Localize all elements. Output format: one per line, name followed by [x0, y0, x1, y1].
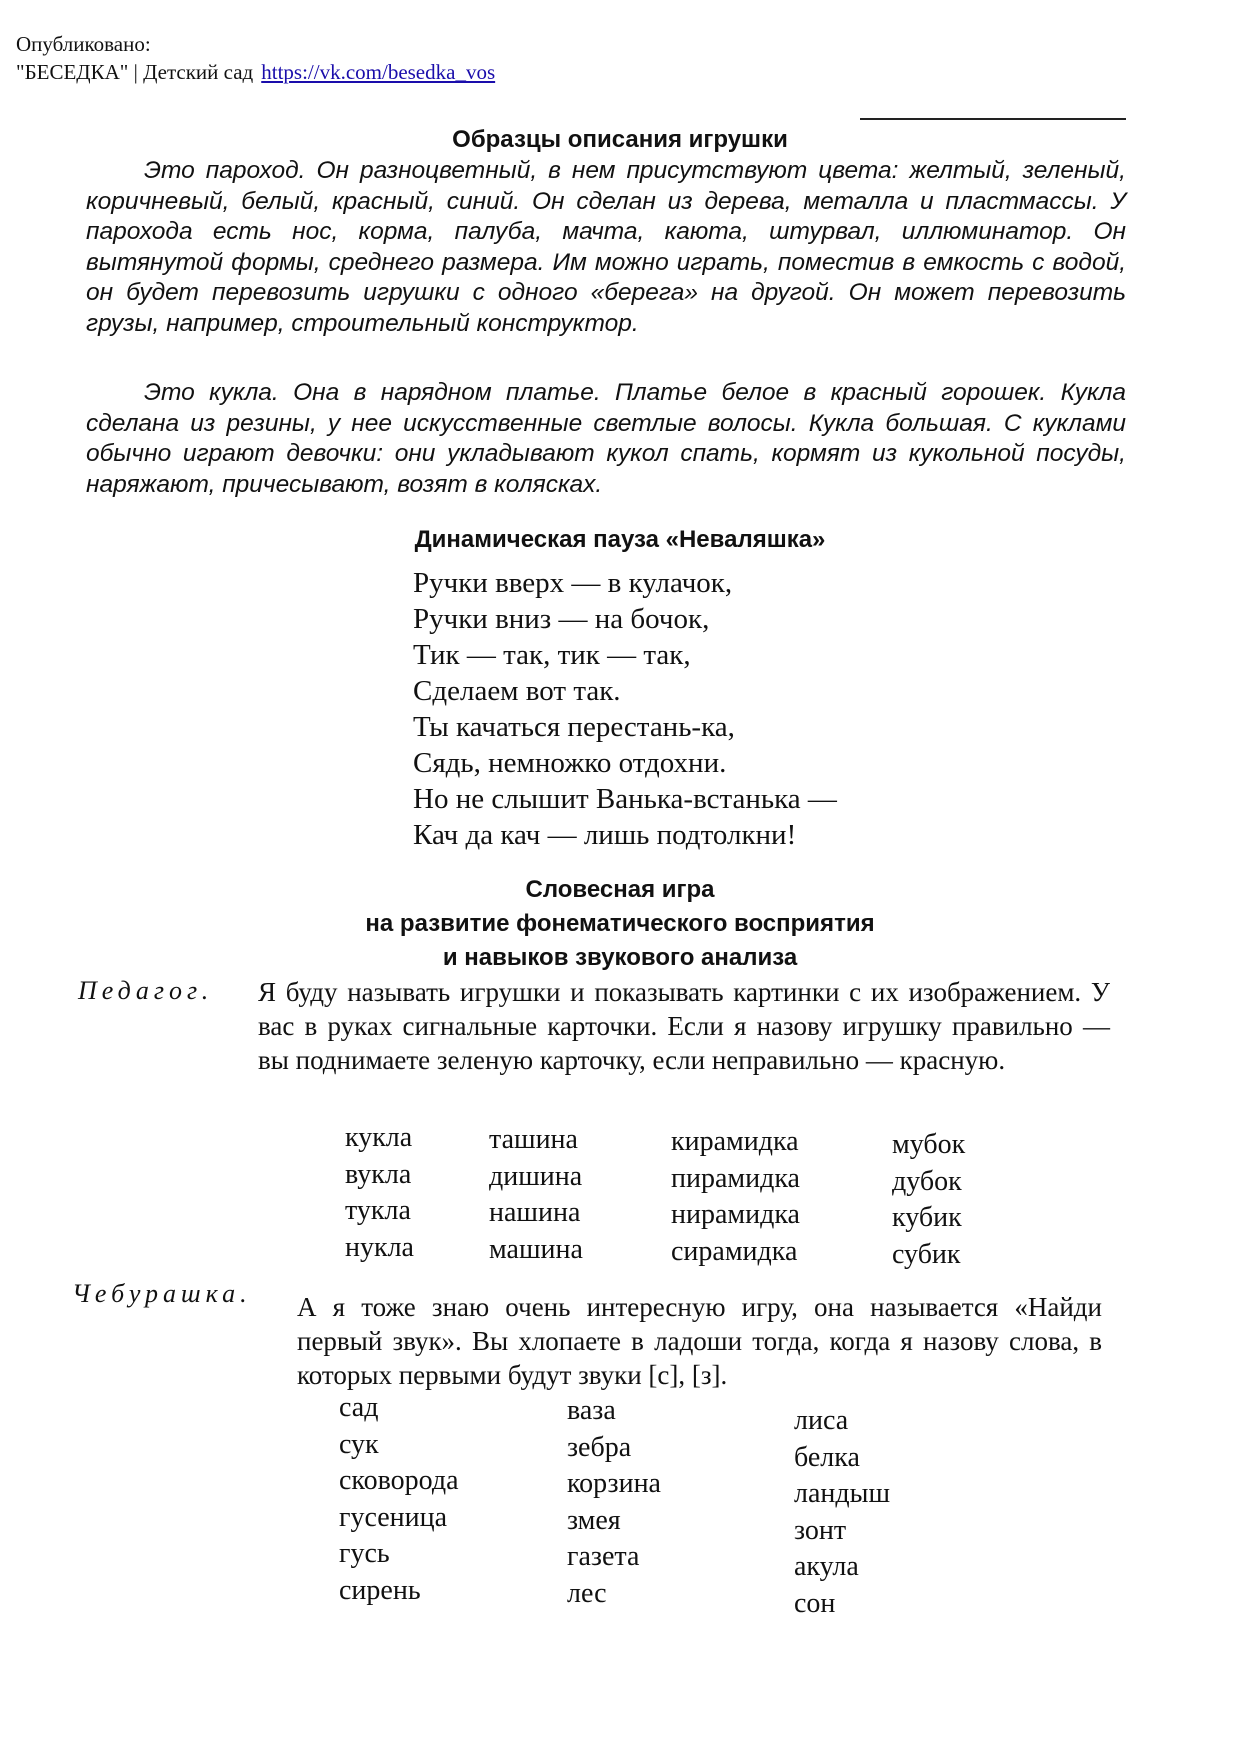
word-item: дишина	[489, 1160, 583, 1192]
section-title-word-game: Словесная игра	[525, 876, 715, 903]
word-item: мубок	[892, 1129, 966, 1160]
word-item: ландыш	[794, 1478, 891, 1509]
word-item: машина	[489, 1233, 583, 1265]
source-name: "БЕСЕДКА" | Детский сад	[16, 60, 254, 84]
word-column	[339, 1390, 459, 1609]
word-item: тукла	[345, 1195, 411, 1226]
word-item: газета	[567, 1541, 640, 1572]
word-item: сковорода	[339, 1465, 459, 1496]
word-item: нукла	[345, 1231, 414, 1263]
word-item: акула	[794, 1551, 859, 1582]
word-item: зонт	[794, 1514, 847, 1546]
teacher-speech: Я буду называть игрушки и показывать картинки с их изображением. У вас в руках сигнальные карточки. Если я назову игрушку правильно — вы поднимаете зеленую карточку, если неправильно — красную.	[258, 977, 1110, 1075]
word-item: дубок	[892, 1165, 962, 1197]
word-column	[345, 1120, 414, 1266]
word-column	[489, 1122, 583, 1268]
poem-line: Ручки вверх — в кулачок,	[413, 567, 733, 599]
section-subtitle-line-1: на развитие фонематического восприятия	[365, 910, 875, 937]
word-item: кубик	[892, 1202, 962, 1233]
word-item: нирамидка	[671, 1199, 800, 1230]
word-item: лиса	[794, 1405, 849, 1436]
word-item: кирамидка	[671, 1126, 799, 1157]
speaker-teacher: Педагог.	[78, 976, 214, 1005]
cheburashka-speech: А я тоже знаю очень интересную игру, она называется «Найди первый звук». Вы хлопаете в ладоши тогда, когда я назову слова, в которых первыми будут звуки [с], [з].	[297, 1292, 1102, 1390]
word-item: вукла	[345, 1158, 412, 1190]
word-item: субик	[892, 1238, 961, 1270]
word-item: белка	[794, 1441, 860, 1473]
source-link[interactable]: https://vk.com/besedka_vos	[261, 60, 496, 84]
word-item: сук	[339, 1428, 379, 1460]
poem-line: Кач да кач — лишь подтолкни!	[413, 819, 797, 851]
poem-line: Но не слышит Ванька-встанька —	[413, 783, 837, 815]
word-item: сирамидка	[671, 1235, 798, 1267]
word-item: кукла	[345, 1122, 413, 1153]
word-item: лес	[567, 1577, 607, 1609]
poem-line: Сделаем вот так.	[413, 675, 621, 707]
poem	[413, 565, 837, 853]
word-item: зебра	[567, 1431, 632, 1463]
word-item: ваза	[567, 1395, 616, 1426]
word-column	[567, 1393, 661, 1612]
word-item: гусь	[339, 1538, 390, 1569]
poem-line: Ты качаться перестань-ка,	[413, 711, 735, 743]
speaker-cheburashka: Чебурашка.	[72, 1279, 252, 1308]
publication-info	[16, 30, 495, 86]
word-item: змея	[567, 1504, 621, 1536]
word-item: сон	[794, 1587, 836, 1619]
word-item: корзина	[567, 1468, 661, 1499]
word-item: сирень	[339, 1574, 421, 1606]
poem-line: Ручки вниз — на бочок,	[413, 603, 710, 635]
section-subtitle-line-2: и навыков звукового анализа	[442, 944, 798, 971]
word-column	[892, 1127, 965, 1273]
word-item: гусеница	[339, 1501, 448, 1533]
published-label: Опубликовано:	[16, 32, 151, 56]
word-item: пирамидка	[671, 1162, 800, 1194]
top-rule	[860, 118, 1126, 120]
source-line	[16, 58, 495, 86]
word-item: ташина	[489, 1124, 578, 1155]
paragraph-steamboat: Это пароход. Он разноцветный, в нем присутствуют цвета: желтый, зеленый, коричневый, белый, красный, синий. Он сделан из дерева, металла и пластмассы. У парохода есть нос, корма, палуба, мачта, каюта, штурвал, иллюминатор. Он вытянутой формы, среднего размера. Им можно играть, поместив в емкость с водой, он будет перевозить игрушки с одного «берега» на другой. Он может перевозить грузы, например, строительный конструктор.	[86, 157, 1126, 337]
paragraph-doll: Это кукла. Она в нарядном платье. Платье белое в красный горошек. Кукла сделана из резины, у нее искусственные светлые волосы. Кукла большая. С куклами обычно играют девочки: они укладывают кукол спать, кормят из кукольной посуды, наряжают, причесывают, возят в колясках.	[86, 379, 1126, 498]
poem-line: Тик — так, тик — так,	[413, 639, 691, 671]
word-column	[794, 1403, 890, 1622]
section-title-toy-description: Образцы описания игрушки	[452, 126, 788, 153]
word-item: нашина	[489, 1197, 581, 1228]
word-item: сад	[339, 1392, 379, 1423]
poem-line: Сядь, немножко отдохни.	[413, 747, 727, 779]
section-title-dynamic-pause: Динамическая пауза «Неваляшка»	[414, 526, 826, 553]
word-column	[671, 1124, 800, 1270]
